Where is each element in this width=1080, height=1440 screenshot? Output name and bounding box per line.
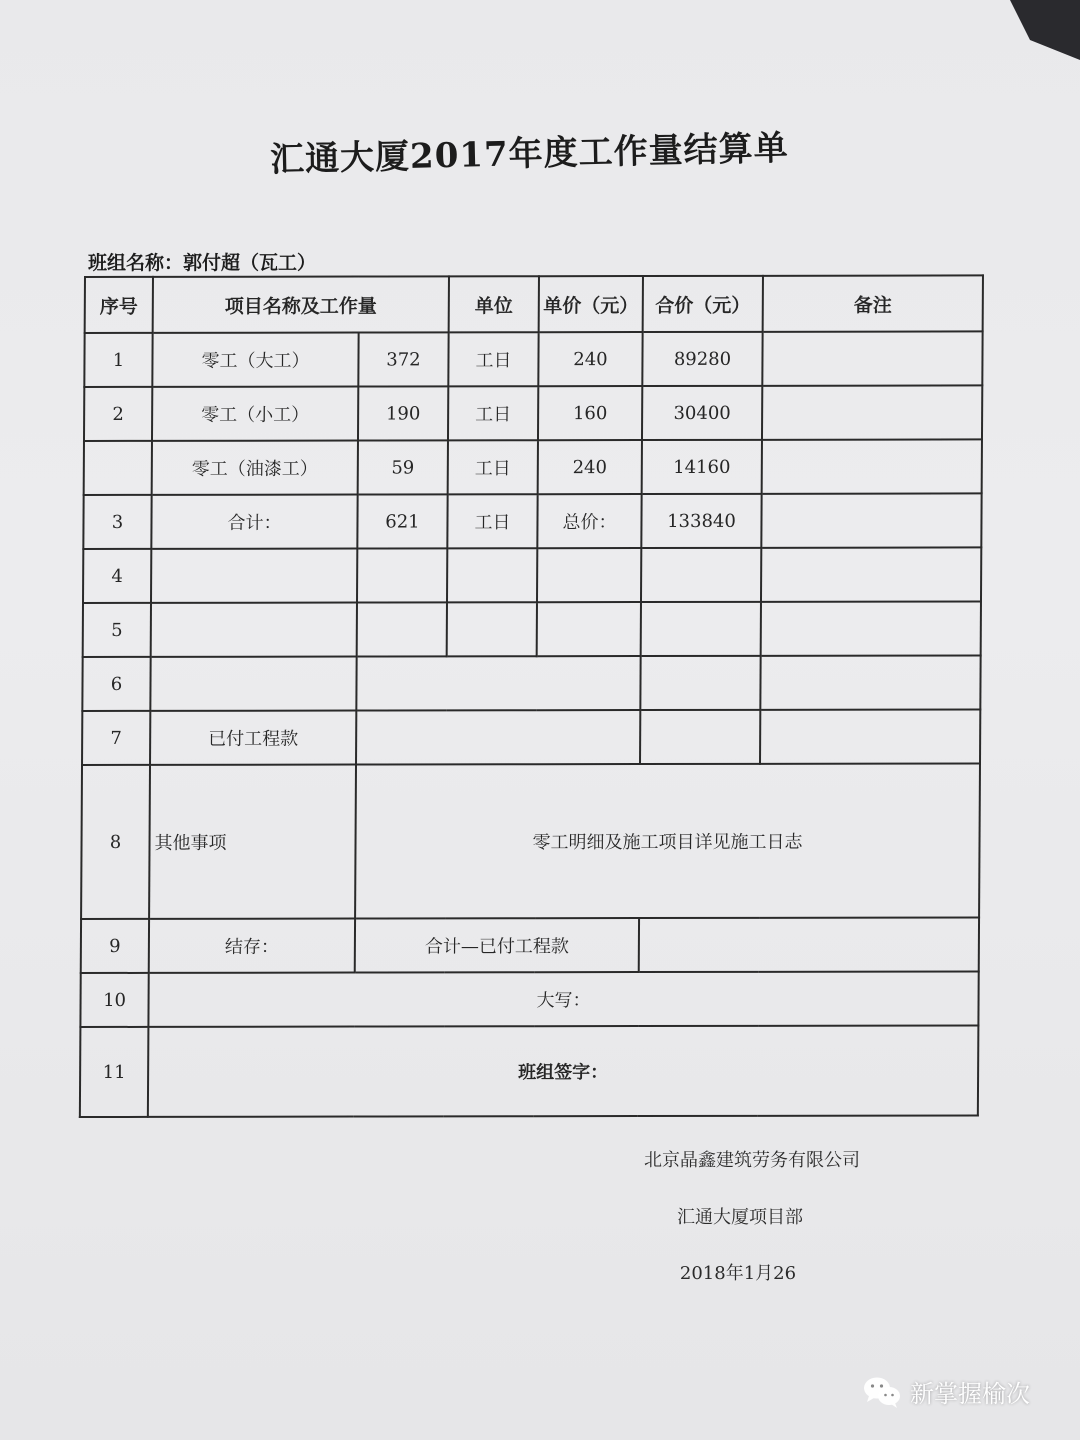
table-row — [84, 385, 982, 441]
cell-item-name — [151, 549, 357, 603]
cell-unit: 工日 — [448, 440, 538, 494]
cell-total-price: 133840 — [641, 494, 761, 548]
cell-unit: 工日 — [447, 494, 537, 548]
cell-seq: 4 — [83, 549, 151, 603]
cell-total-price — [641, 602, 761, 656]
header-seq: 序号 — [85, 277, 153, 333]
cell-remark — [760, 709, 980, 763]
table-row-6 — [82, 655, 980, 711]
cell-seq: 10 — [80, 973, 148, 1027]
cell-balance-formula: 合计—已付工程款 — [355, 918, 639, 972]
cell-quantity: 59 — [358, 440, 448, 494]
cell-seq: 11 — [80, 1027, 149, 1117]
table-row-11 — [80, 1025, 979, 1117]
header-total-price: 合价（元） — [643, 276, 763, 332]
watermark — [862, 1374, 1030, 1409]
cell-item-name: 合计： — [151, 495, 357, 549]
cell-unit-price: 240 — [538, 440, 642, 494]
cell-item-name — [151, 603, 357, 657]
cell-remark — [760, 655, 980, 709]
cell-total-price — [640, 656, 760, 710]
wechat-icon — [862, 1375, 902, 1409]
header-unit: 单位 — [449, 276, 539, 332]
settlement-table — [79, 274, 984, 1118]
cell-total-price: 14160 — [642, 440, 762, 494]
cell-balance-value — [639, 917, 979, 972]
cell-unit-price — [537, 602, 641, 656]
cell-quantity: 372 — [358, 332, 448, 386]
header-remark: 备注 — [763, 275, 983, 331]
cell-remark — [762, 439, 982, 493]
table-row-8 — [81, 763, 980, 919]
cell-remark — [761, 493, 981, 547]
cell-item-name: 零工（油漆工） — [152, 441, 358, 495]
table-row-9 — [81, 917, 979, 973]
cell-remark — [762, 385, 982, 439]
cell-unit: 工日 — [448, 332, 538, 386]
watermark-text: 新掌握榆次 — [910, 1380, 1030, 1408]
table-row — [84, 439, 982, 495]
cell-paid-amount — [356, 710, 640, 764]
cell-seq — [84, 441, 152, 495]
team-name-label: 班组名称：郭付超（瓦工） — [88, 252, 317, 274]
cell-seq: 7 — [82, 711, 150, 765]
settlement-table-wrapper — [79, 274, 982, 1118]
cell-seq: 8 — [81, 765, 150, 919]
cell-item-name: 零工（大工） — [152, 333, 358, 387]
footer-date: 2018年1月26 — [679, 1263, 797, 1284]
cell-other-label: 其他事项 — [149, 765, 356, 919]
cell-remark — [762, 331, 982, 385]
cell-unit-price: 160 — [538, 386, 642, 440]
cell-total-price: 30400 — [642, 386, 762, 440]
table-row — [83, 601, 981, 657]
table-row — [84, 331, 982, 387]
cell-balance-label: 结存： — [149, 919, 355, 973]
header-item: 项目名称及工作量 — [153, 276, 449, 333]
cell-paid-label: 已付工程款 — [150, 711, 356, 765]
footer-company: 北京晶鑫建筑劳务有限公司 — [644, 1150, 860, 1171]
cell-blank — [356, 656, 640, 710]
cell-quantity — [357, 548, 447, 602]
cell-seq: 9 — [81, 919, 149, 973]
cell-unit-price — [537, 548, 641, 602]
table-row-subtotal — [83, 493, 981, 549]
cell-unit — [447, 602, 537, 656]
header-unit-price: 单价（元） — [539, 276, 643, 332]
cell-seq: 1 — [84, 333, 152, 387]
table-header-row — [85, 275, 983, 333]
document-title: 汇通大厦2017年度工作量结算单 — [269, 128, 790, 180]
table-row-7 — [82, 709, 980, 765]
cell-quantity: 190 — [358, 386, 448, 440]
cell-item-name — [150, 657, 356, 711]
cell-seq: 2 — [84, 387, 152, 441]
cell-other-content: 零工明细及施工项目详见施工日志 — [355, 763, 980, 918]
cell-seq: 3 — [83, 495, 151, 549]
cell-seq: 5 — [83, 603, 151, 657]
cell-unit — [447, 548, 537, 602]
cell-total-price — [641, 548, 761, 602]
cell-remark — [761, 601, 981, 655]
cell-seq: 6 — [82, 657, 150, 711]
cell-remark — [761, 547, 981, 601]
footer-department: 汇通大厦项目部 — [677, 1207, 803, 1228]
cell-unit-price: 总价： — [537, 494, 641, 548]
cell-team-signature: 班组签字： — [148, 1025, 979, 1116]
table-row-10 — [80, 971, 978, 1027]
cell-unit-price: 240 — [538, 332, 642, 386]
table-row — [83, 547, 981, 603]
cell-quantity: 621 — [357, 494, 447, 548]
cell-total-price — [640, 710, 760, 764]
cell-quantity — [357, 602, 447, 656]
cell-amount-in-words: 大写： — [148, 971, 978, 1026]
cell-item-name: 零工（小工） — [152, 387, 358, 441]
cell-total-price: 89280 — [642, 332, 762, 386]
cell-unit: 工日 — [448, 386, 538, 440]
